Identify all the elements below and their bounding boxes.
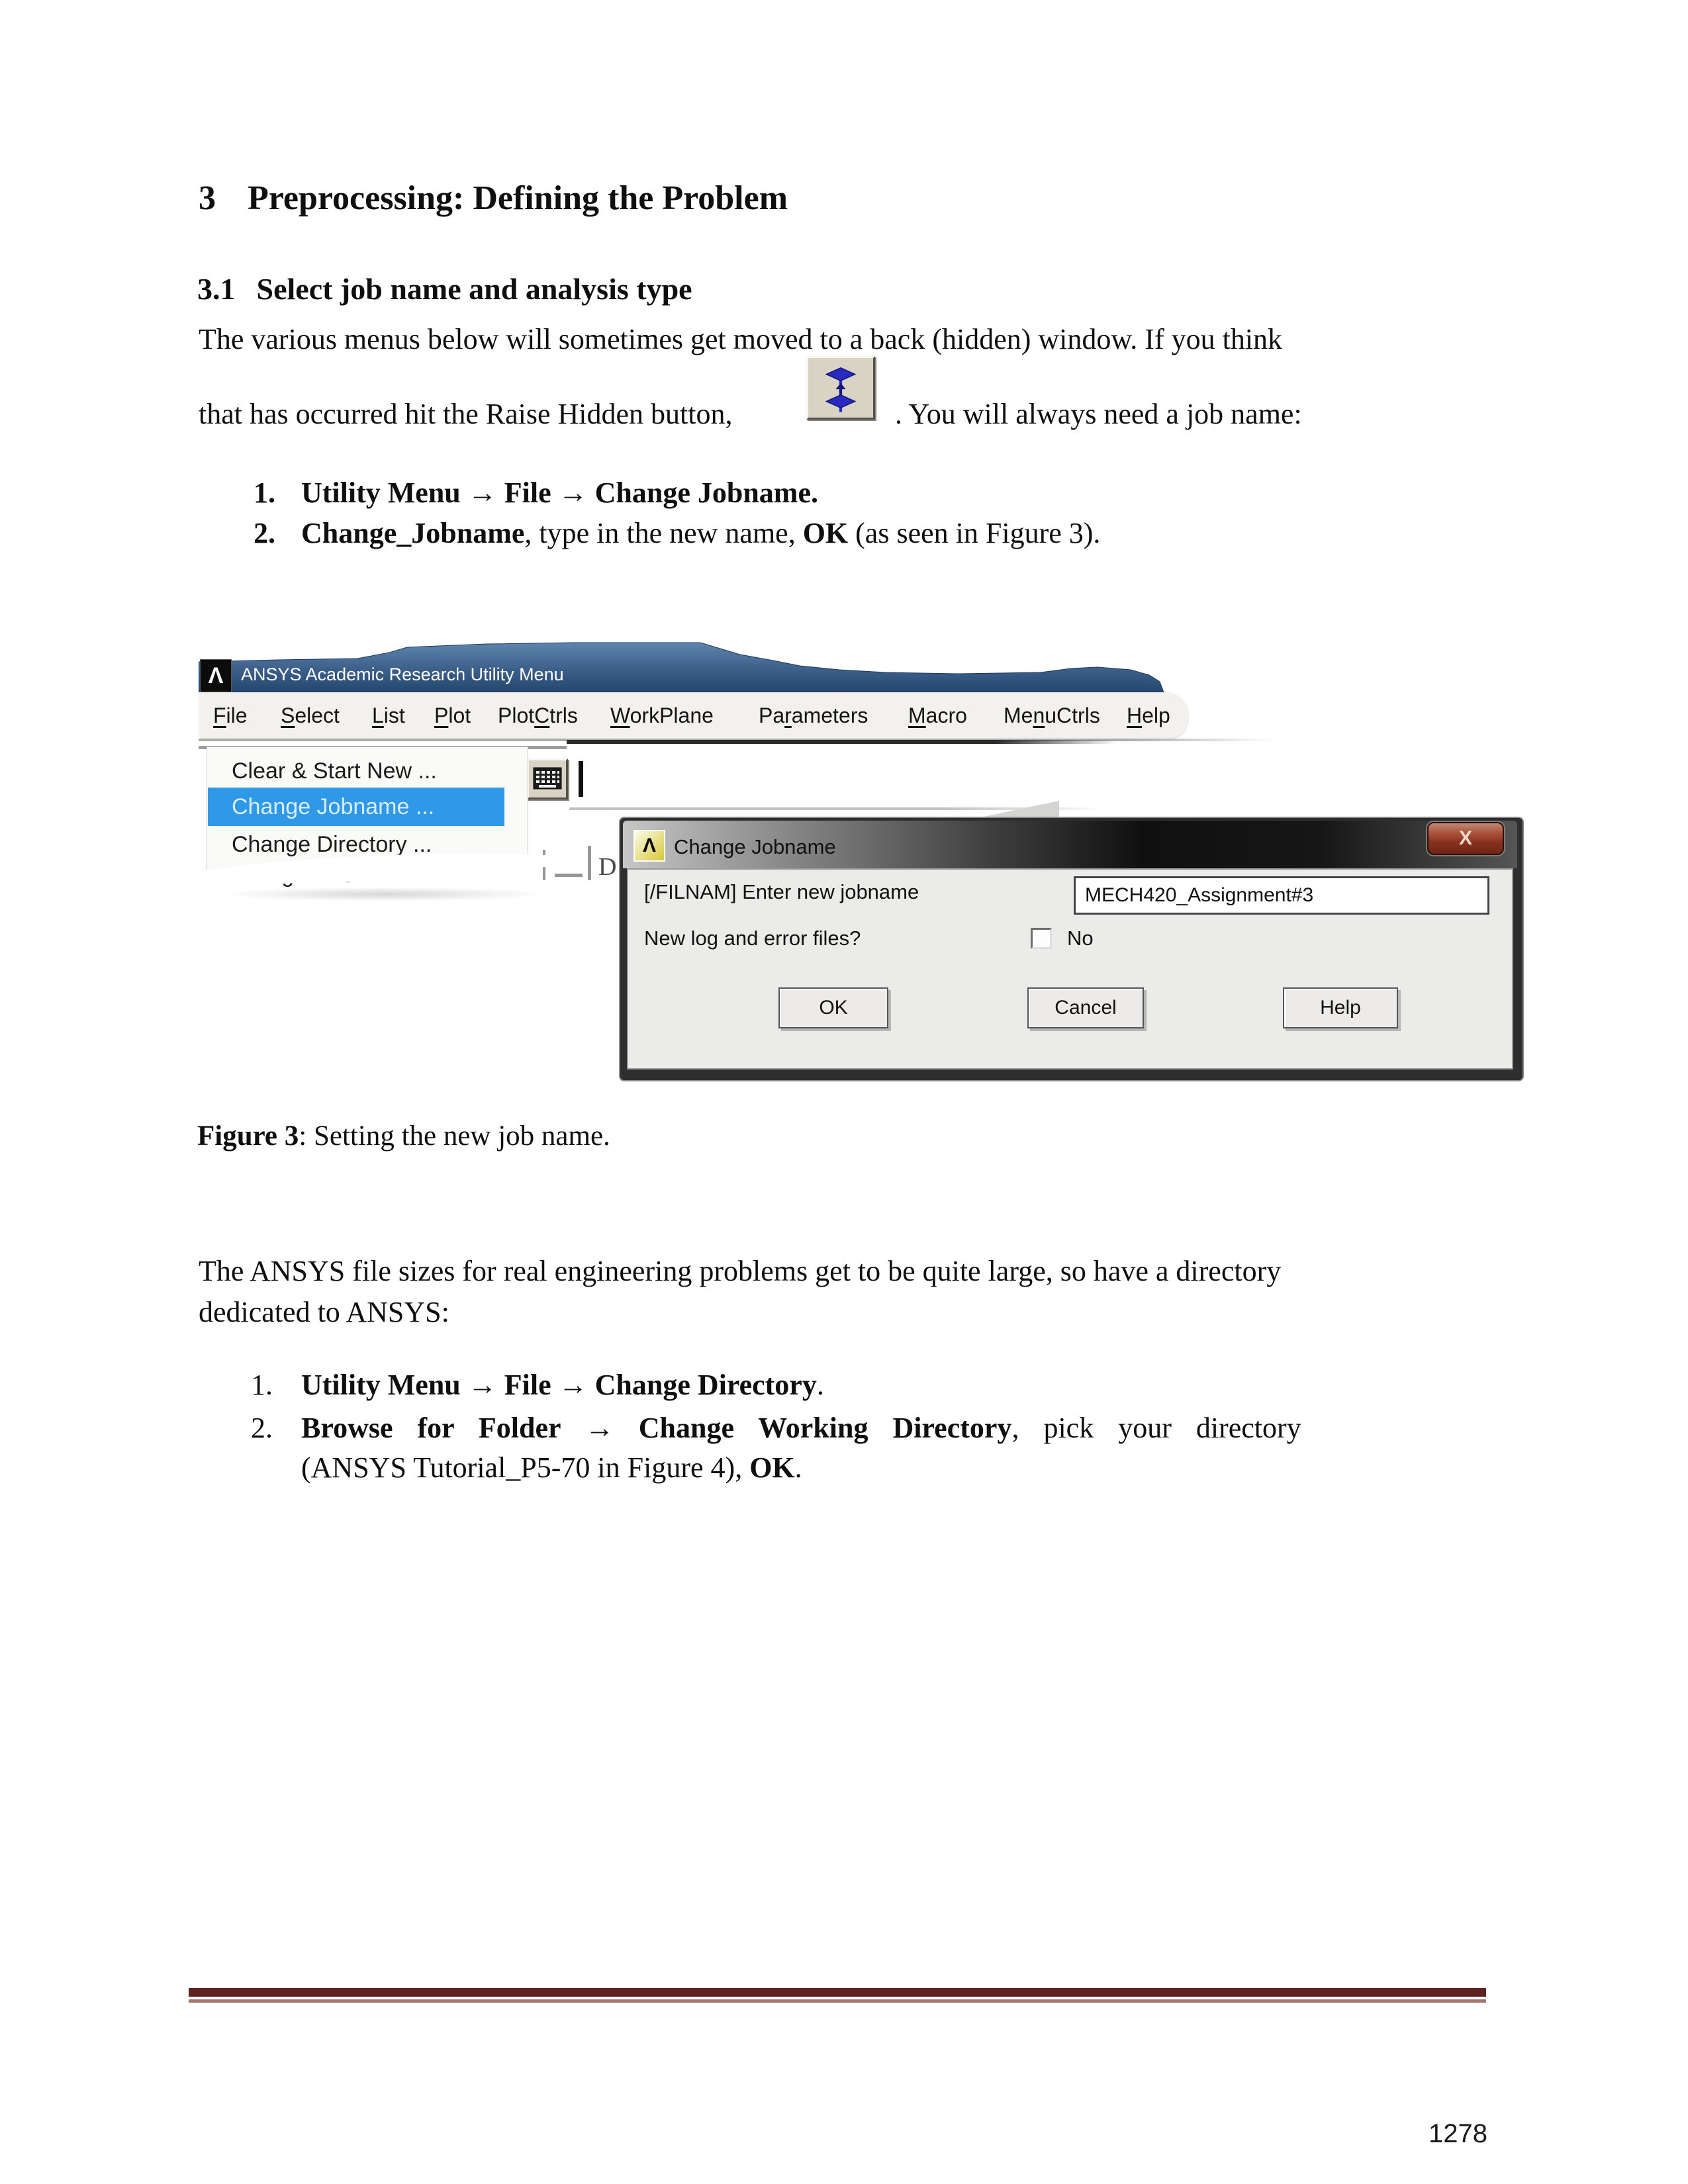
figure-caption: Figure 3: Setting the new job name. (197, 1120, 610, 1152)
raise-hidden-button[interactable] (806, 356, 875, 420)
menu-item-list[interactable]: List (372, 704, 405, 727)
list-number: 2. (254, 517, 275, 549)
section-number: 3 (199, 179, 216, 217)
checkbox-label: No (1067, 927, 1094, 950)
menu-item-parameters[interactable]: Parameters (759, 704, 868, 727)
help-button[interactable]: Help (1283, 987, 1398, 1028)
menu-item-file[interactable]: File (213, 704, 248, 727)
paragraph-line: dedicated to ANSYS: (199, 1296, 449, 1328)
paragraph-line: . You will always need a job name: (895, 398, 1302, 430)
keyboard-icon (533, 767, 562, 791)
subsection-heading (197, 271, 692, 306)
menu-item-plot[interactable]: Plot (434, 704, 471, 727)
list-number: 1. (254, 477, 275, 509)
list-item: Change_Jobname, type in the new name, OK (as seen in Figure 3). (301, 517, 1101, 549)
ansys-logo: Λ (633, 830, 665, 862)
list-item: Browse for Folder → Change Working Directory, pick your directory (301, 1412, 1301, 1444)
logfiles-label: New log and error files? (644, 927, 861, 950)
window-fragment (588, 846, 591, 880)
menu-item-change-jobname[interactable]: Change Jobname ... (232, 794, 435, 819)
keyboard-input-button[interactable] (527, 758, 568, 799)
dialog-title: Change Jobname (674, 835, 836, 858)
footer-rule-thin (189, 1999, 1486, 2003)
ok-button[interactable]: OK (778, 987, 888, 1028)
list-item-continuation: (ANSYS Tutorial_P5-70 in Figure 4), OK. (301, 1451, 802, 1484)
raise-hidden-icon (822, 363, 859, 413)
text-caret (579, 761, 583, 797)
window-title: ANSYS Academic Research Utility Menu (241, 664, 564, 684)
menu-item-workplane[interactable]: WorkPlane (610, 704, 714, 727)
erase-shadow (218, 887, 549, 901)
list-number: 2. (251, 1412, 273, 1444)
list-item: Utility Menu → File → Change Directory. (301, 1369, 824, 1401)
paragraph-line: The ANSYS file sizes for real engineering problems get to be quite large, so have a directory (199, 1255, 1282, 1287)
menu-item-macro[interactable]: Macro (908, 704, 967, 727)
window-fragment (555, 874, 583, 877)
subsection-number: 3.1 (197, 272, 236, 306)
paragraph-line: that has occurred hit the Raise Hidden button, (199, 398, 733, 430)
section-heading (199, 179, 788, 218)
menu-item-select[interactable]: Select (281, 704, 340, 727)
menu-item-change-directory[interactable]: Change Directory ... (232, 832, 432, 857)
section-title: Preprocessing: Defining the Problem (248, 179, 788, 217)
cancel-button[interactable]: Cancel (1027, 987, 1144, 1028)
menu-item-help[interactable]: Help (1127, 704, 1170, 727)
jobname-input[interactable]: MECH420_Assignment#3 (1074, 876, 1489, 915)
list-number: 1. (251, 1369, 273, 1401)
subsection-title: Select job name and analysis type (256, 272, 692, 306)
ansys-logo: Λ (200, 659, 232, 692)
footer-rule (189, 1988, 1486, 1997)
page-number: 1278 (1429, 2119, 1487, 2148)
menu-item-menuctrls[interactable]: MenuCtrls (1004, 704, 1100, 727)
close-button[interactable] (1427, 822, 1504, 855)
jobname-label: [/FILNAM] Enter new jobname (644, 880, 919, 903)
list-item: Utility Menu → File → Change Jobname. (301, 477, 818, 509)
menu-item-plotctrls[interactable]: PlotCtrls (498, 704, 578, 727)
background-input-window (567, 744, 1468, 816)
close-icon: X (1458, 827, 1472, 849)
logfiles-checkbox[interactable] (1031, 928, 1052, 949)
paragraph-line: The various menus below will sometimes get moved to a back (hidden) window. If you think (199, 323, 1283, 355)
window-fragment-letter: D (598, 853, 617, 881)
menu-item-clear-start-new[interactable]: Clear & Start New ... (232, 758, 437, 784)
